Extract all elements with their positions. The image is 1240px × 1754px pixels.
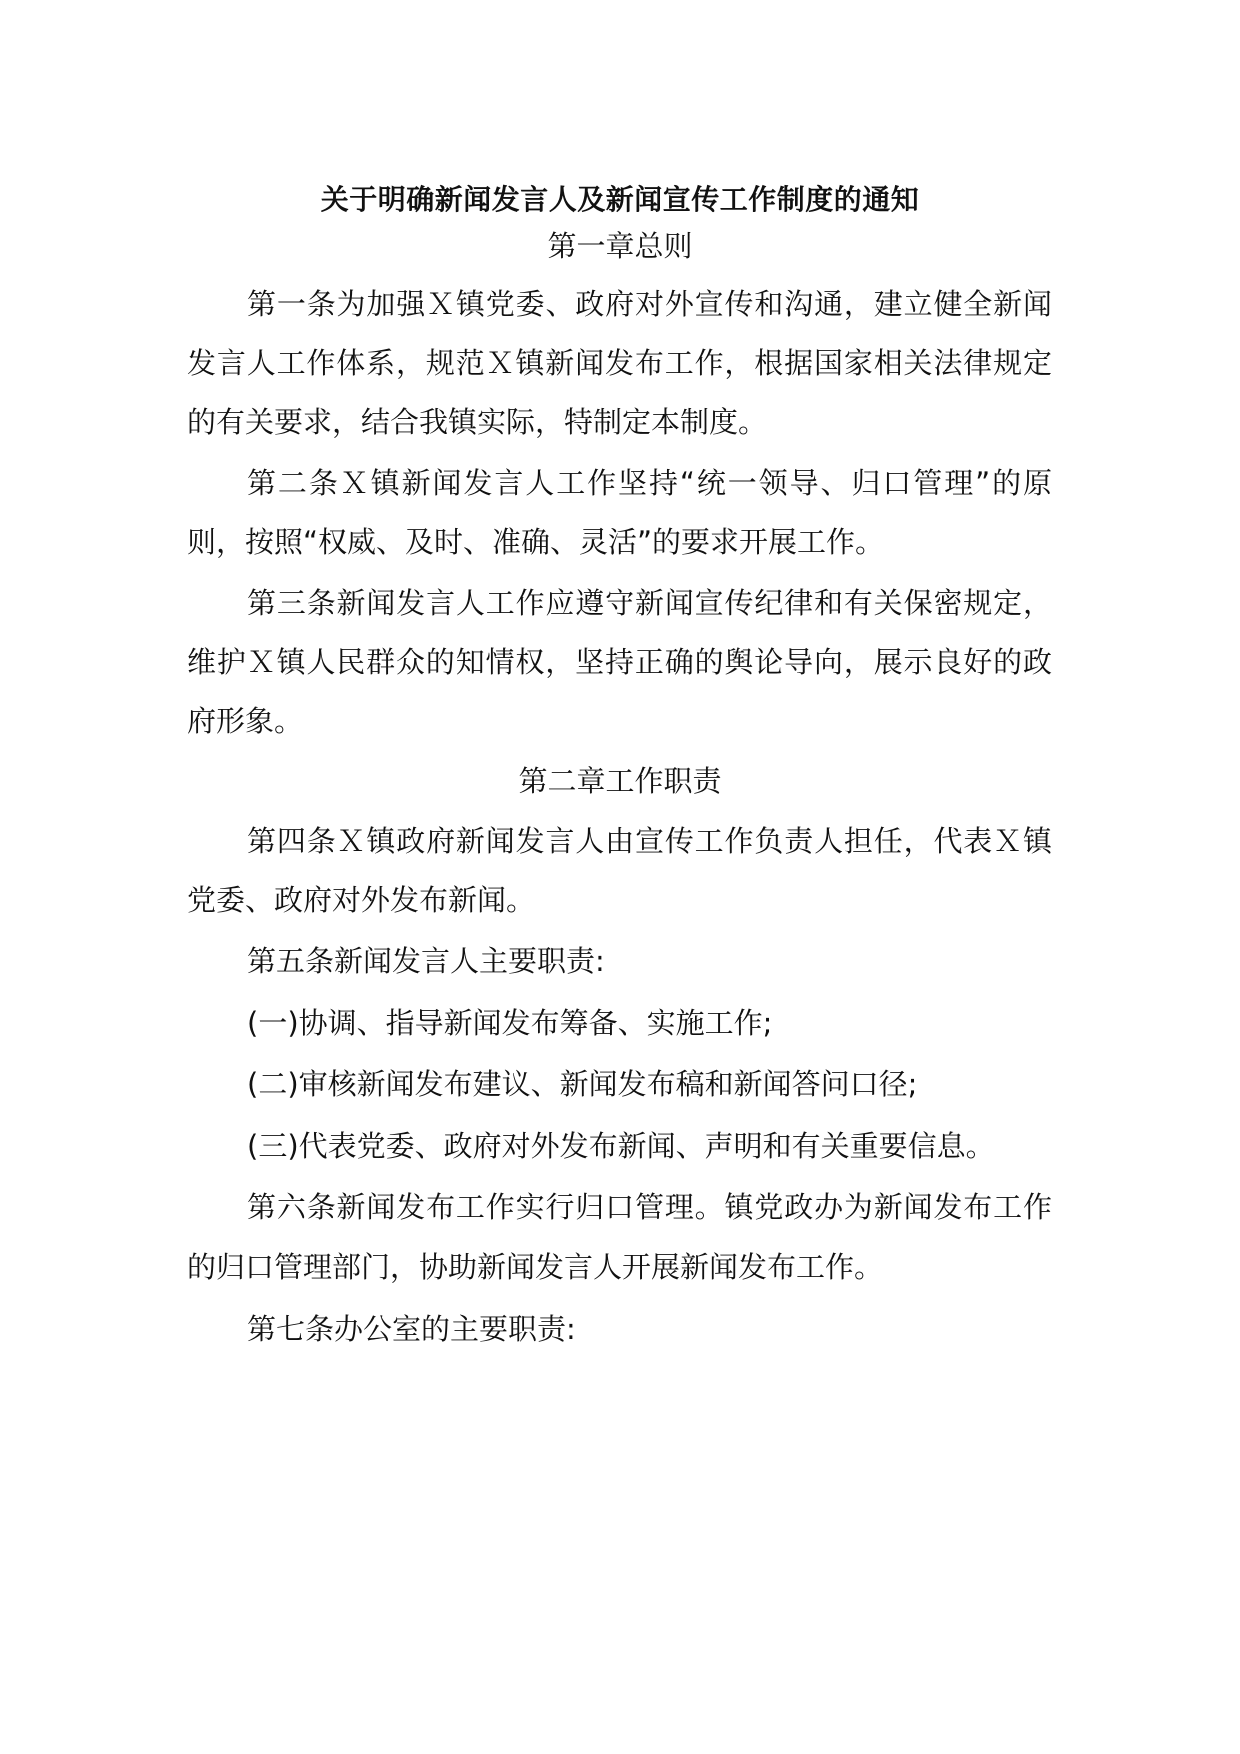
text-line: 维护Ｘ镇人民群众的知情权，坚持正确的舆论导向，展示良好的政 [187,645,1052,679]
text-line: 的归口管理部门，协助新闻发言人开展新闻发布工作。 [187,1250,884,1284]
chapter-heading: 第二章工作职责 [518,764,722,798]
text-line: 发言人工作体系，规范Ｘ镇新闻发布工作，根据国家相关法律规定 [187,346,1052,380]
text-line: 府形象。 [187,704,304,738]
text-line: 第三条新闻发言人工作应遵守新闻宣传纪律和有关保密规定， [247,586,1052,620]
text-line: 第六条新闻发布工作实行归口管理。镇党政办为新闻发布工作 [247,1190,1052,1224]
document-title: 关于明确新闻发言人及新闻宣传工作制度的通知 [320,183,920,216]
text-line: (一)协调、指导新闻发布筹备、实施工作; [247,1006,773,1040]
text-line: (二)审核新闻发布建议、新闻发布稿和新闻答问口径; [247,1067,918,1101]
text-line: 第四条Ｘ镇政府新闻发言人由宣传工作负责人担任，代表Ｘ镇 [247,824,1052,858]
text-line: 党委、政府对外发布新闻。 [187,883,536,917]
text-line: 第二条Ｘ镇新闻发言人工作坚持“统一领导、归口管理”的原 [247,466,1052,500]
text-line: 第一条为加强Ｘ镇党委、政府对外宣传和沟通，建立健全新闻 [247,287,1052,321]
text-line: 第七条办公室的主要职责: [247,1312,576,1346]
chapter-heading: 第一章总则 [547,229,693,263]
text-line: 第五条新闻发言人主要职责: [247,944,605,978]
text-line: 的有关要求，结合我镇实际，特制定本制度。 [187,405,768,439]
text-line: 则，按照“权威、及时、准确、灵活”的要求开展工作。 [187,525,885,559]
text-line: (三)代表党委、政府对外发布新闻、声明和有关重要信息。 [247,1129,995,1163]
